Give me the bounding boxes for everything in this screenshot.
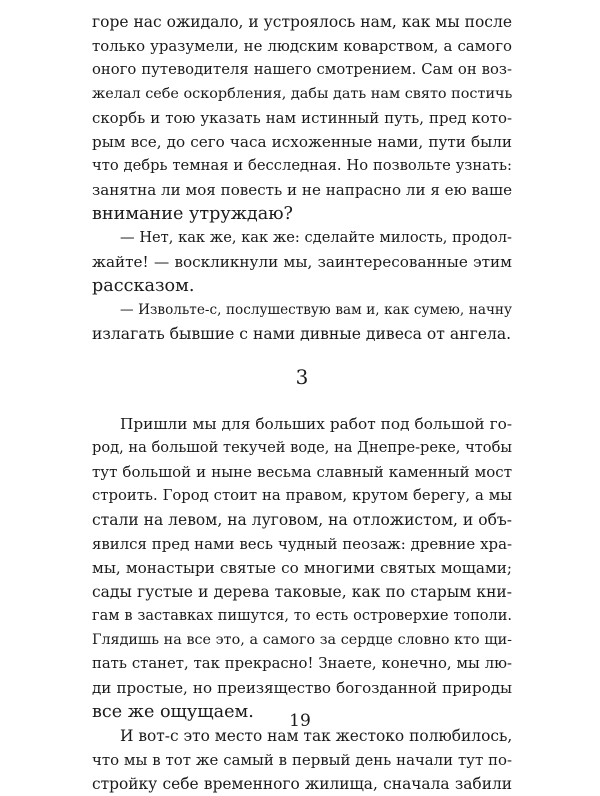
text-line: строить. Город стоит на правом, крутом берегу, а мы bbox=[92, 487, 512, 504]
text-line: мы, монастыри святые со многими святых мощами; bbox=[92, 559, 512, 577]
text-line: оного путеводителя нашего смотрением. Сам он воз- bbox=[92, 61, 512, 78]
text-line: рым все, до сего часа исхоженные нами, пути были bbox=[92, 133, 512, 151]
paragraph-2 bbox=[92, 724, 512, 796]
text-line: явился пред нами весь чудный пеозаж: древние хра- bbox=[92, 535, 512, 553]
text-line: Пришли мы для больших работ под большой го- bbox=[120, 415, 512, 433]
text-line: что дебрь темная и бесследная. Но позвольте узнать: bbox=[92, 157, 512, 174]
text-line: занятна ли моя повесть и не напрасно ли я ею ваше bbox=[92, 181, 512, 199]
text-line: излагать бывшие с нами дивные дивеса от ангела. bbox=[92, 325, 512, 343]
text-line: И вот-с это место нам так жестоко полюбилось, bbox=[120, 727, 513, 745]
text-line: пать станет, так прекрасно! Знаете, конечно, мы лю- bbox=[92, 655, 512, 672]
text-line: ди простые, но преизящество богозданной природы bbox=[92, 679, 512, 697]
text-line: рассказом. bbox=[92, 276, 195, 296]
text-line: только уразумели, не людским коварством, а самого bbox=[92, 37, 512, 55]
text-line: — Нет, как же, как же: сделайте милость, продол- bbox=[120, 229, 512, 246]
text-line: все же ощущаем. bbox=[92, 702, 254, 722]
text-line: желал себе оскорбления, дабы дать нам свято постичь bbox=[92, 86, 513, 102]
text-line: тут большой и ныне весьма славный каменный мост bbox=[92, 463, 512, 481]
text-line: сады густые и дерева таковые, как по старым кни- bbox=[92, 583, 512, 601]
paragraph-1 bbox=[92, 412, 512, 724]
dialogue-paragraph-2 bbox=[92, 298, 512, 346]
section-number: 3 bbox=[295, 365, 309, 389]
text-line: Глядишь на все это, а самого за сердце словно кто щи- bbox=[92, 632, 512, 648]
text-line: внимание утруждаю? bbox=[92, 204, 293, 224]
page-number: 19 bbox=[289, 711, 311, 731]
text-line: горе нас ожидало, и устроялось нам, как мы после bbox=[92, 13, 512, 31]
text-line: стали на левом, на луговом, на отложистом, и объ- bbox=[92, 511, 512, 529]
dialogue-paragraph-1 bbox=[92, 226, 512, 298]
text-line: что мы в тот же самый в первый день начали тут по- bbox=[92, 751, 512, 769]
text-line: — Извольте-с, послушествую вам и, как сумею, начну bbox=[120, 302, 512, 318]
text-line: скорбь и тою указать нам истинный путь, пред кото- bbox=[92, 109, 512, 127]
text-line: жайте! — воскликнули мы, заинтересованные этим bbox=[92, 253, 512, 271]
page-body bbox=[92, 10, 512, 796]
text-line: род, на большой текучей воде, на Днепре-реке, чтобы bbox=[92, 439, 512, 456]
text-line: гам в заставках пишутся, то есть островерхие тополи. bbox=[92, 608, 512, 624]
paragraph-top bbox=[92, 10, 512, 226]
text-line: стройку себе временного жилища, сначала забили bbox=[92, 775, 512, 793]
